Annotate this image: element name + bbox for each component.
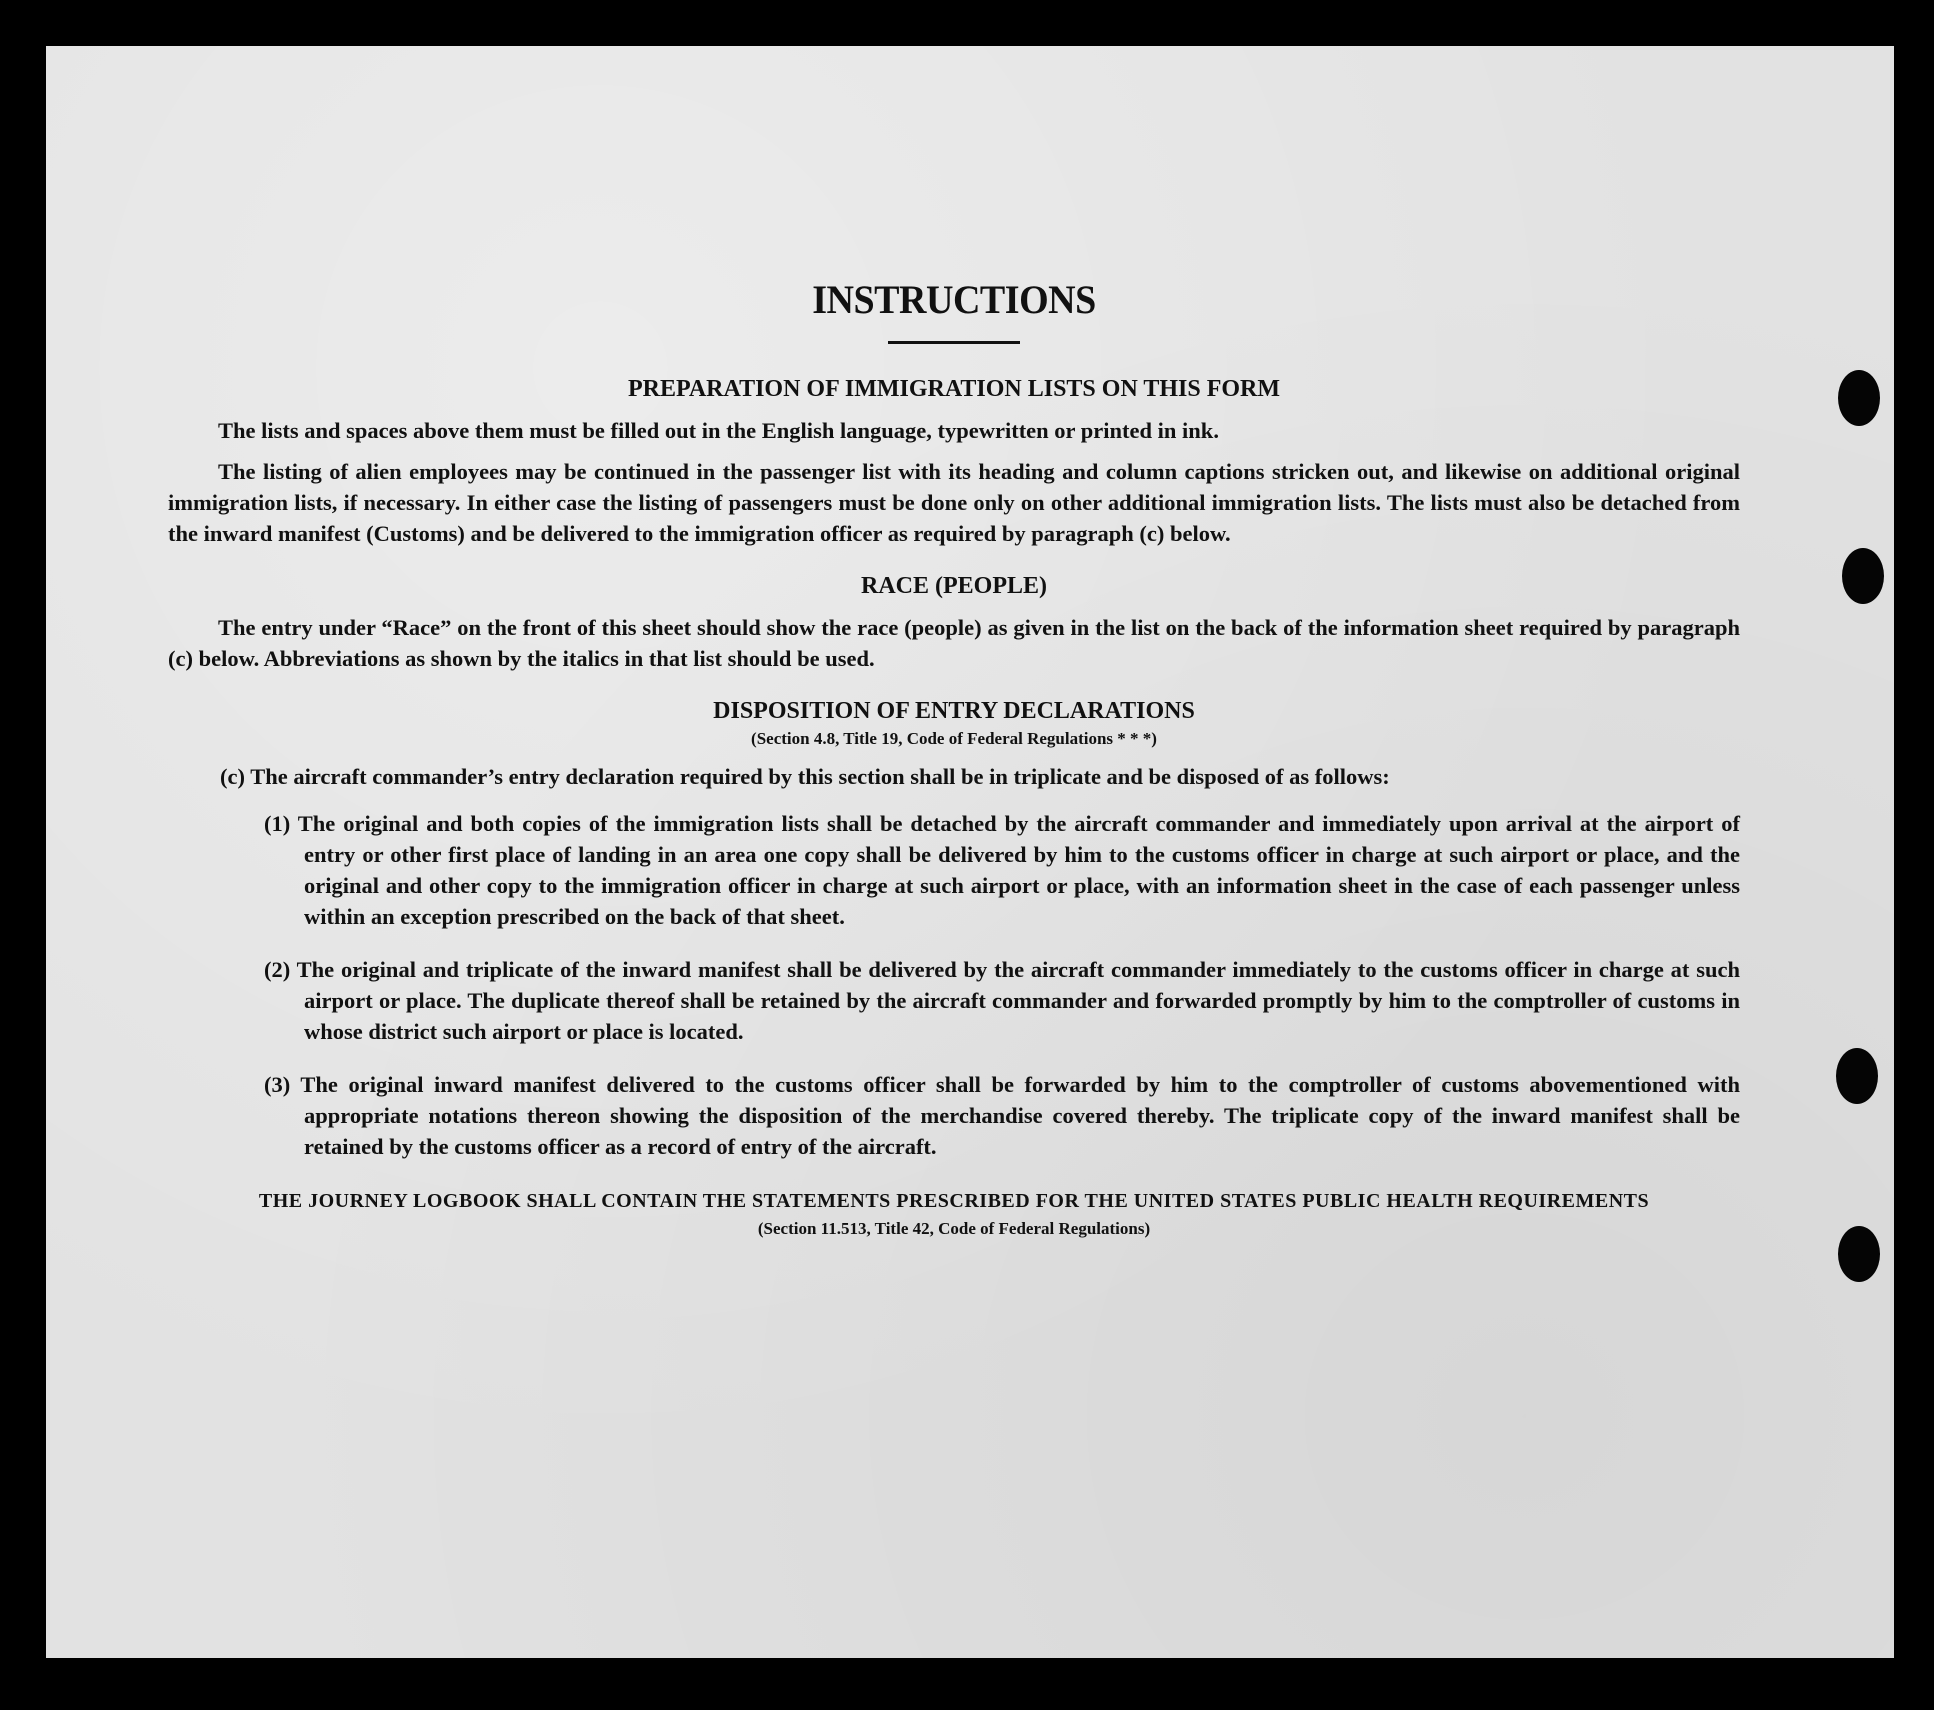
punch-hole bbox=[1836, 1048, 1878, 1104]
preparation-paragraph-1: The lists and spaces above them must be filled out in the English language, typewritten or printed in ink. bbox=[218, 418, 1219, 443]
health-requirements-statement: THE JOURNEY LOGBOOK SHALL CONTAIN THE STATEMENTS PRESCRIBED FOR THE UNITED STATES PUBLIC HEALTH REQUIREMENTS bbox=[258, 1190, 1650, 1212]
disposition-reference: (Section 4.8, Title 19, Code of Federal Regulations * * *) bbox=[751, 729, 1157, 748]
disposition-item-c: (c) The aircraft commander’s entry declaration required by this section shall be in triplicate and be disposed of as follows: bbox=[220, 764, 1390, 789]
disposition-item-2: (2) The original and triplicate of the inward manifest shall be delivered by the aircraft commander immediately to the customs officer in charge at such airport or place. The duplicate thereof shall be retained by the aircraft commander and forwarded promptly by him to the comptroller of customs in whose district such airport or place is located. bbox=[264, 957, 1740, 1044]
preparation-paragraph-2: The listing of alien employees may be continued in the passenger list with its heading and column captions stricken out, and likewise on additional original immigration lists, if necessary. In either case the listing of passengers must be done only on other additional immigration lists. The lists must also be detached from the inward manifest (Customs) and be delivered to the immigration officer as required by paragraph (c) below. bbox=[168, 459, 1740, 546]
race-paragraph: The entry under “Race” on the front of this sheet should show the race (people) as given in the list on the back of the information sheet required by paragraph (c) below. Abbreviations as shown by the italics in that list should be used. bbox=[168, 615, 1740, 671]
punch-hole bbox=[1838, 370, 1880, 426]
preparation-heading: PREPARATION OF IMMIGRATION LISTS ON THIS FORM bbox=[627, 376, 1281, 402]
race-heading: RACE (PEOPLE) bbox=[861, 573, 1047, 599]
health-requirements-reference: (Section 11.513, Title 42, Code of Federal Regulations) bbox=[757, 1219, 1151, 1238]
disposition-heading: DISPOSITION OF ENTRY DECLARATIONS bbox=[713, 698, 1195, 724]
disposition-item-1: (1) The original and both copies of the immigration lists shall be detached by the aircraft commander and immediately upon arrival at the airport of entry or other first place of landing in an area one copy shall be delivered by him to the customs officer in charge at such airport or place, and the original and other copy to the immigration officer in charge at such airport or place, with an information sheet in the case of each passenger unless within an exception prescribed on the back of that sheet. bbox=[264, 811, 1740, 929]
disposition-item-3: (3) The original inward manifest delivered to the customs officer shall be forwarded by him to the comptroller of customs abovementioned with appropriate notations thereon showing the disposition of the merchandise covered thereby. The triplicate copy of the inward manifest shall be retained by the customs officer as a record of entry of the aircraft. bbox=[264, 1072, 1740, 1159]
page-title: INSTRUCTIONS bbox=[812, 277, 1096, 322]
punch-hole bbox=[1838, 1226, 1880, 1282]
document-sheet bbox=[46, 46, 1894, 1658]
instructions-content bbox=[168, 276, 1740, 1239]
title-underline bbox=[888, 341, 1020, 344]
punch-hole bbox=[1842, 548, 1884, 604]
